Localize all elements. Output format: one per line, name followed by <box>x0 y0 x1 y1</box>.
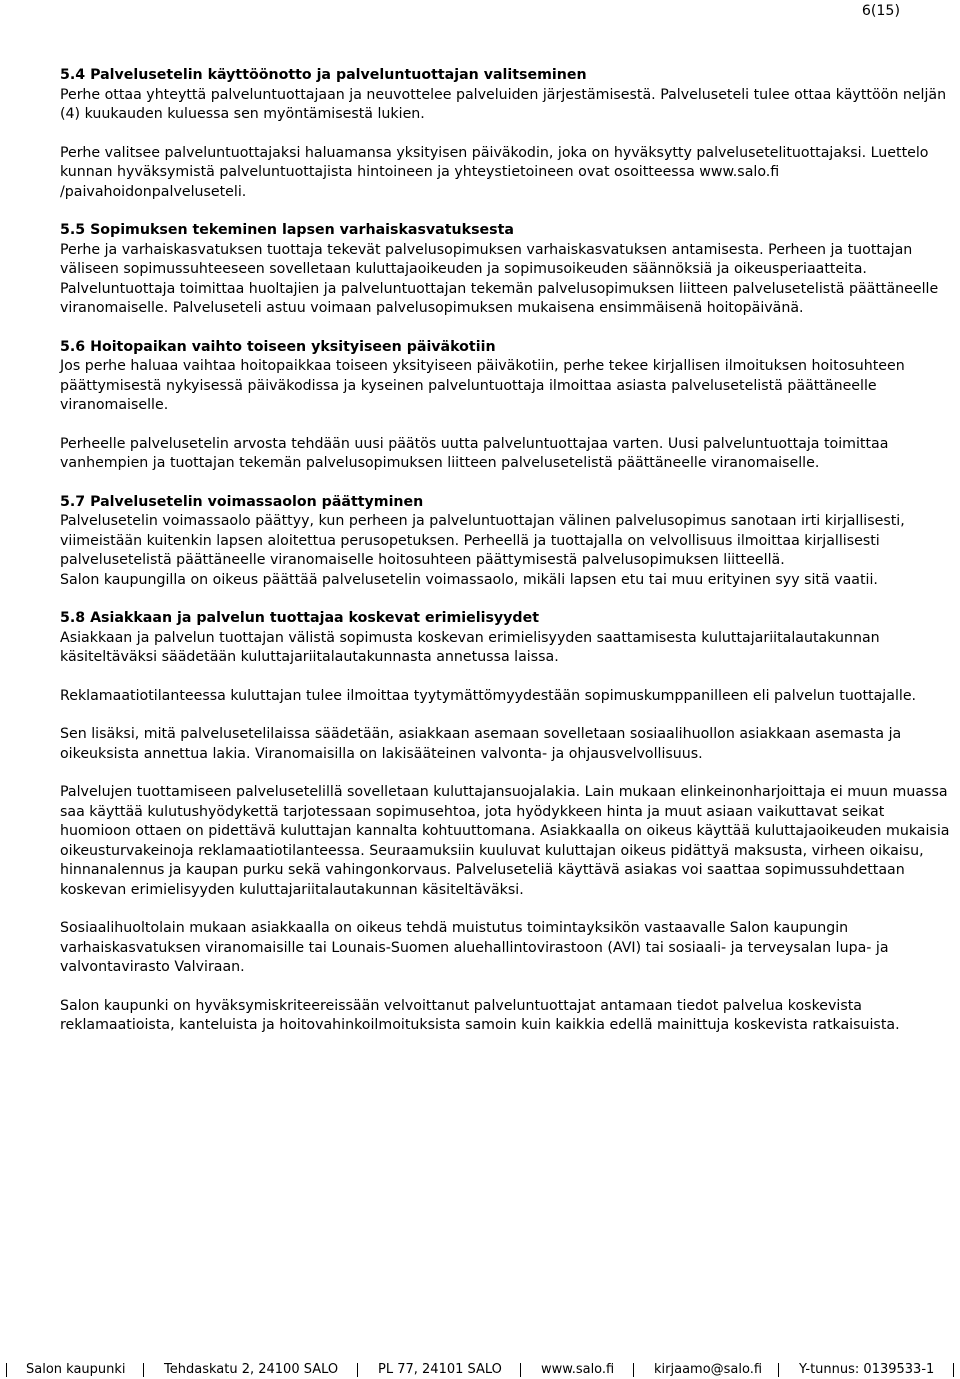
paragraph: Perhe valitsee palveluntuottajaksi haluamansa yksityisen päiväkodin, joka on hyväksytty palvelusetelituottajaksi. Luettelo kunnan hyväksymistä palveluntuottajista hintoineen ja yhteystietoineen ovat osoitteessa www.salo.fi /paivahoidonpalveluseteli. <box>60 144 929 200</box>
paragraph: Perhe ottaa yhteyttä palveluntuottajaan ja neuvottelee palveluiden järjestämisestä. Palveluseteli tulee ottaa käyttöön neljän (4) kuukauden kuluessa sen myöntämisestä lukien. <box>60 86 947 122</box>
section-heading: 5.8 Asiakkaan ja palvelun tuottajaa koskevat erimielisyydet <box>60 610 539 626</box>
section-heading: 5.5 Sopimuksen tekeminen lapsen varhaiskasvatuksesta <box>60 222 514 238</box>
page-footer <box>0 1360 960 1379</box>
paragraph: Salon kaupunki on hyväksymiskriteereissään velvoittanut palveluntuottajat antamaan tiedot palvelua koskevista reklamaatioista, kanteluista ja hoitovahinkoilmoituksista samoin kuin kaikkia edellä mainittuja koskevista ratkaisuista. <box>60 997 900 1033</box>
paragraph: Salon kaupungilla on oikeus päättää palvelusetelin voimassaolo, mikäli lapsen etu tai muu erityinen syy sitä vaatii. <box>60 571 878 588</box>
page-number: 6(15) <box>861 3 900 19</box>
paragraph: Palvelujen tuottamiseen palvelusetelillä sovelletaan kuluttajansuojalakia. Lain mukaan elinkeinonharjoittaja ei muun muassa saa käyttää kulutushyödykettä tarjotessaan sopimusehtoa, jota hyödykkeen hinta ja muut asiaan vaikuttavat seikat huomioon ottaen on pidettävä kuluttajan kannalta kohtuuttomana. Asiakkaalla on oikeus käyttää kuluttajaoikeuden mukaisia oikeusturvakeinoja reklamaatiotilanteessa. Seuraamuksiin kuuluvat kuluttajan oikeus pidättyä maksusta, virheen oikaisu, hinnanalennus ja kaupan purku sekä vahingonkorvaus. Palveluseteliä käyttävä asiakas voi saattaa sopimussuhdettaan koskevan erimielisyyden kuluttajariitalautakunnan käsiteltäväksi. <box>60 784 950 898</box>
section-heading: 5.6 Hoitopaikan vaihto toiseen yksityiseen päiväkotiin <box>60 338 496 355</box>
document-body <box>60 66 952 1055</box>
footer-separator <box>143 1363 144 1377</box>
footer-org: Salon kaupunki <box>26 1362 126 1377</box>
footer-separator <box>778 1363 779 1377</box>
footer-separator <box>6 1363 7 1377</box>
paragraph: Perheelle palvelusetelin arvosta tehdään uusi päätös uutta palveluntuottajaa varten. Uusi palveluntuottaja toimittaa vanhempien ja tuottajan tekemän palvelusopimuksen liitteen palvelusetelistä päättäneelle viranomaiselle. <box>60 435 889 471</box>
section-heading: 5.4 Palvelusetelin käyttöönotto ja palveluntuottajan valitseminen <box>60 67 587 83</box>
paragraph: Sen lisäksi, mitä palvelusetelilaissa säädetään, asiakkaan asemaan sovelletaan sosiaalihuollon asiakkaan asemasta ja oikeuksista annettua lakia. Viranomaisilla on lakisääteinen valvonta- ja ohjausvelvollisuus. <box>60 726 902 762</box>
section-5-6 <box>60 338 952 474</box>
section-5-8 <box>60 609 952 1036</box>
footer-separator <box>520 1363 521 1377</box>
footer-email[interactable]: kirjaamo@salo.fi <box>654 1362 763 1377</box>
footer-separator <box>633 1363 634 1377</box>
paragraph: Palvelusetelin voimassaolo päättyy, kun perheen ja palveluntuottajan välinen palvelusopimus sanotaan irti kirjallisesti, viimeistään kuitenkin lapsen aloitettua perusopetuksen. Perheellä ja tuottajalla on velvollisuus ilmoittaa kirjallisesti palvelusetelistä päättäneelle viranomaiselle hoitosuhteen päättymisestä palvelusopimuksen liitteellä. <box>60 513 905 568</box>
paragraph: Sosiaalihuoltolain mukaan asiakkaalla on oikeus tehdä muistutus toimintayksikön vastaavalle Salon kaupungin varhaiskasvatuksen viranomaisille tai Lounais-Suomen aluehallintovirastoon (AVI) tai sosiaali- ja terveysalan lupa- ja valvontavirasto Valviraan. <box>60 920 889 975</box>
paragraph: Jos perhe haluaa vaihtaa hoitopaikkaa toiseen yksityiseen päiväkotiin, perhe tekee kirjallisen ilmoituksen hoitosuhteen päättymisestä nykyisessä päiväkodissa ja kyseinen palveluntuottaja ilmoittaa asiasta palvelusetelistä päättäneelle viranomaiselle. <box>60 358 905 413</box>
paragraph: Asiakkaan ja palvelun tuottajan välistä sopimusta koskevan erimielisyyden saattamisesta kuluttajariitalautakunnan käsiteltäväksi säädetään kuluttajariitalautakunnasta annetussa laissa. <box>60 629 880 665</box>
footer-separator <box>357 1363 358 1377</box>
footer-separator <box>953 1363 954 1377</box>
section-heading: 5.7 Palvelusetelin voimassaolon päättyminen <box>60 493 424 510</box>
section-5-7 <box>60 493 952 591</box>
footer-street: Tehdaskatu 2, 24100 SALO <box>164 1362 339 1377</box>
paragraph: Reklamaatiotilanteessa kuluttajan tulee ilmoittaa tyytymättömyydestään sopimuskumppanilleen eli palvelun tuottajalle. <box>60 687 917 704</box>
footer-po-box: PL 77, 24101 SALO <box>378 1362 502 1377</box>
paragraph: Perhe ja varhaiskasvatuksen tuottaja tekevät palvelusopimuksen varhaiskasvatuksen antamisesta. Perheen ja tuottajan väliseen sopimussuhteeseen sovelletaan kuluttajaoikeuden ja sopimusoikeuden säännöksiä ja oikeusperiaatteita. Palveluntuottaja toimittaa huoltajien ja palveluntuottajan tekemän palvelusopimuksen liitteen palvelusetelistä päättäneelle viranomaiselle. Palveluseteli astuu voimaan palvelusopimuksen mukaisena ensimmäisenä hoitopäivänä. <box>60 241 939 316</box>
section-5-5 <box>60 221 952 319</box>
section-5-4 <box>60 66 952 202</box>
footer-web[interactable]: www.salo.fi <box>541 1362 615 1377</box>
footer-business-id: Y-tunnus: 0139533-1 <box>799 1362 935 1377</box>
